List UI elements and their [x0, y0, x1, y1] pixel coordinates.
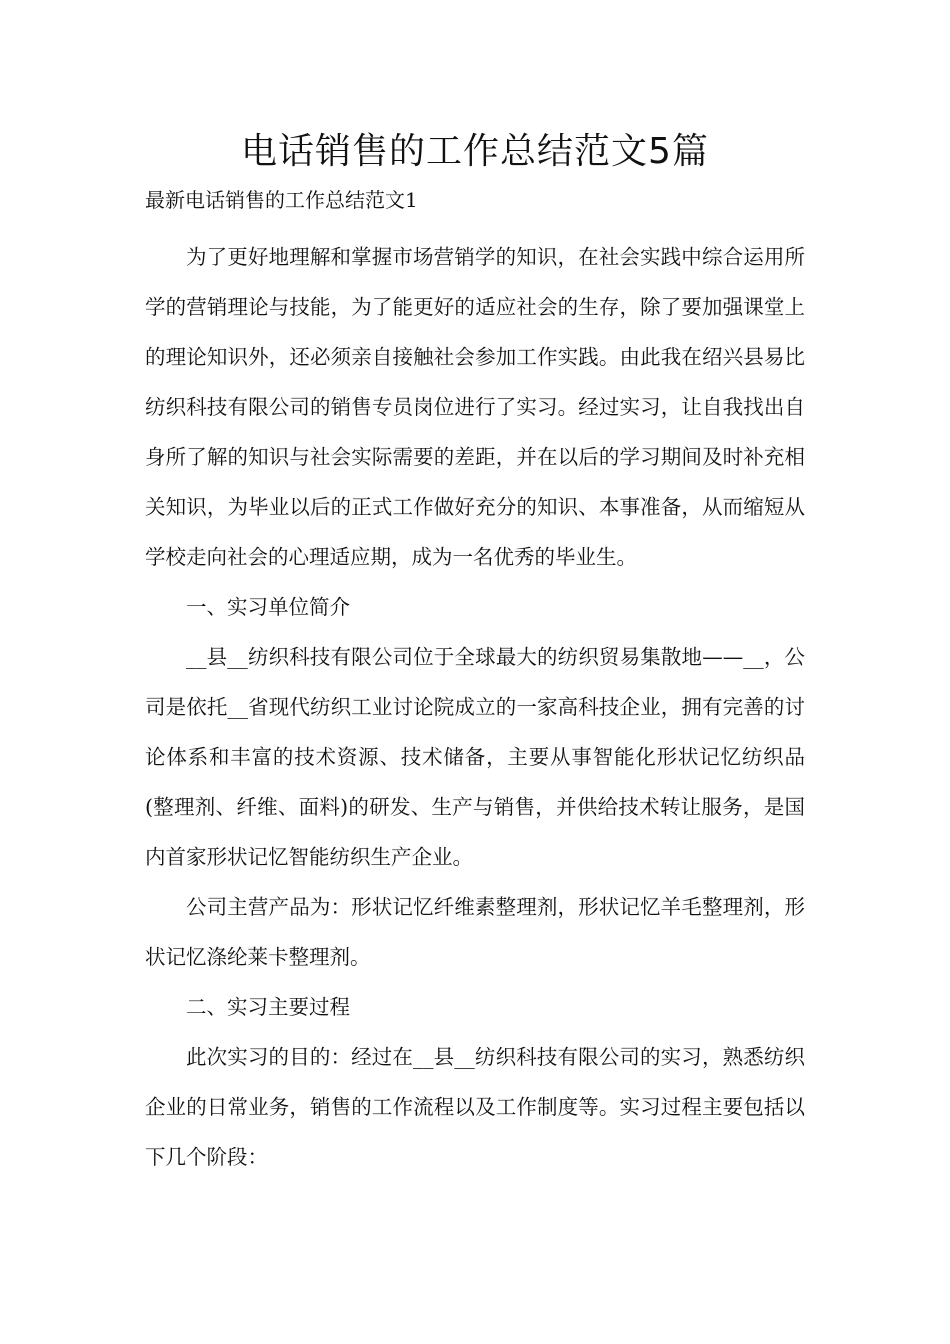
document-body: [145, 232, 805, 1182]
paragraph-purpose: 此次实习的目的：经过在__县__纺织科技有限公司的实习，熟悉纺织企业的日常业务，销售的工作流程以及工作制度等。实习过程主要包括以下几个阶段：: [145, 1045, 805, 1169]
paragraph-products: 公司主营产品为：形状记忆纤维素整理剂，形状记忆羊毛整理剂，形状记忆涤纶莱卡整理剂。: [145, 895, 805, 969]
paragraph-intro: 为了更好地理解和掌握市场营销学的知识，在社会实践中综合运用所学的营销理论与技能，为了能更好的适应社会的生存，除了要加强课堂上的理论知识外，还必须亲自接触社会参加工作实践。由此我在绍兴县易比纺织科技有限公司的销售专员岗位进行了实习。经过实习，让自我找出自身所了解的知识与社会实际需要的差距，并在以后的学习期间及时补充相关知识，为毕业以后的正式工作做好充分的知识、本事准备，从而缩短从学校走向社会的心理适应期，成为一名优秀的毕业生。: [145, 245, 805, 569]
document-subtitle: 最新电话销售的工作总结范文1: [145, 188, 418, 212]
document-title: 电话销售的工作总结范文5篇: [241, 131, 709, 172]
paragraph-company: __县__纺织科技有限公司位于全球最大的纺织贸易集散地——__，公司是依托__省现代纺织工业讨论院成立的一家高科技企业，拥有完善的讨论体系和丰富的技术资源、技术储备，主要从事智能化形状记忆纺织品(整理剂、纤维、面料)的研发、生产与销售，并供给技术转让服务，是国内首家形状记忆智能纺织生产企业。: [145, 645, 805, 869]
section-heading-process: 二、实习主要过程: [186, 995, 350, 1019]
section-heading-company: 一、实习单位简介: [186, 595, 350, 619]
